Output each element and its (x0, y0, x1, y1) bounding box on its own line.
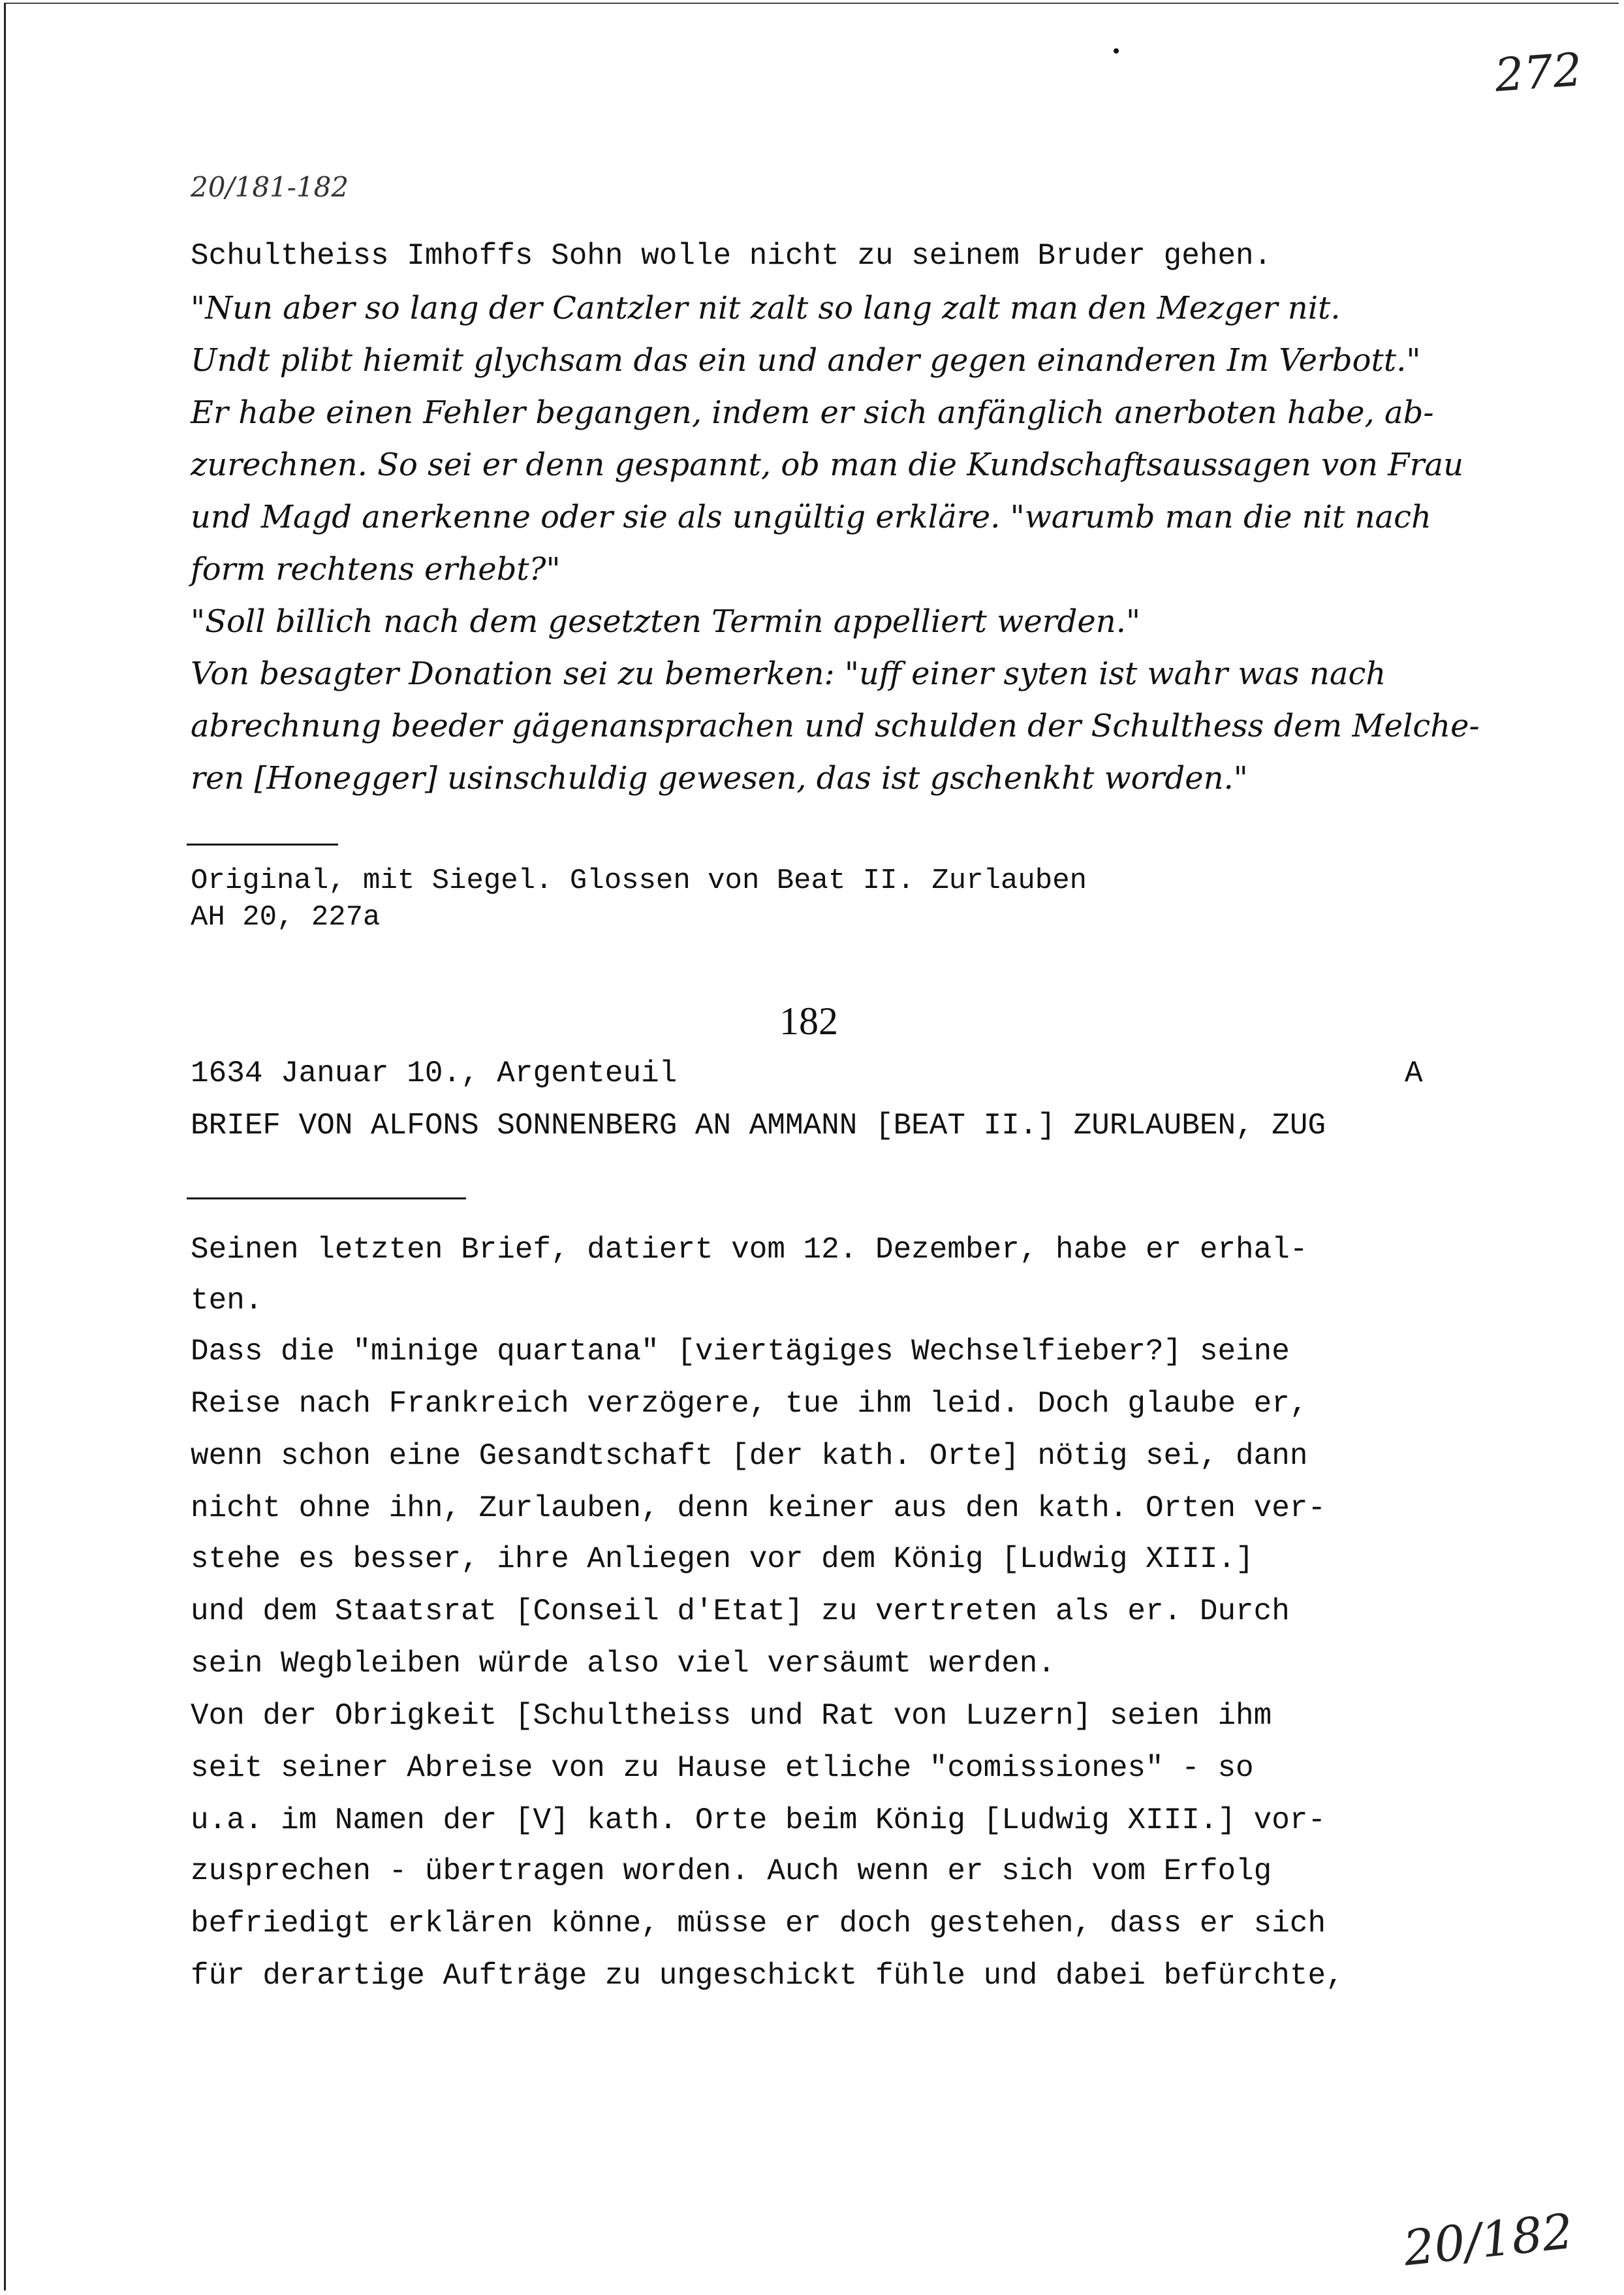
header-reference: 20/181-182 (191, 171, 349, 203)
italic-line: "Nun aber so lang der Cantzler nit zalt so lang zalt man den Mezger nit. (191, 290, 1341, 326)
body-line: sein Wegbleiben würde also viel versäumt werden. (191, 1647, 1056, 1681)
italic-line: Von besagter Donation sei zu bemerken: "uff einer syten ist wahr was nach (191, 656, 1386, 692)
body-line: wenn schon eine Gesandtschaft [der kath. Orte] nötig sei, dann (191, 1439, 1308, 1473)
body-line: und dem Staatsrat [Conseil d'Etat] zu vertreten als er. Durch (191, 1594, 1290, 1628)
body-line: befriedigt erklären könne, müsse er doch gestehen, dass er sich (191, 1907, 1326, 1940)
entry-number: 182 (779, 1000, 838, 1043)
archive-reference: AH 20, 227a (191, 901, 381, 934)
footnote-rule (187, 844, 338, 846)
italic-line: Er habe einen Fehler begangen, indem er sich anfänglich anerboten habe, ab- (191, 394, 1434, 431)
italic-line: und Magd anerkenne oder sie als ungültig erkläre. "warumb man die nit nach (191, 499, 1431, 535)
italic-line: "Soll billich nach dem gesetzten Termin appelliert werden." (191, 603, 1141, 640)
entry-date-place: 1634 Januar 10., Argenteuil (191, 1056, 678, 1090)
summary-line: Schultheiss Imhoffs Sohn wolle nicht zu seinem Bruder gehen. (191, 239, 1272, 273)
body-line: für derartige Aufträge zu ungeschickt fühle und dabei befürchte, (191, 1959, 1344, 1993)
scan-speck (1114, 48, 1119, 54)
body-line: Von der Obrigkeit [Schultheiss und Rat von Luzern] seien ihm (191, 1699, 1272, 1733)
title-rule (187, 1197, 466, 1199)
italic-line: zurechnen. So sei er denn gespannt, ob man die Kundschaftsaussagen von Frau (191, 447, 1464, 483)
source-note: Original, mit Siegel. Glossen von Beat II. Zurlauben (191, 864, 1087, 897)
body-line: zusprechen - übertragen worden. Auch wenn er sich vom Erfolg (191, 1854, 1272, 1888)
body-line: seit seiner Abreise von zu Hause etliche "comissiones" - so (191, 1751, 1254, 1785)
body-line: Seinen letzten Brief, datiert vom 12. Dezember, habe er erhal- (191, 1233, 1308, 1267)
italic-line: Undt plibt hiemit glychsam das ein und ander gegen einanderen Im Verbott." (191, 342, 1421, 379)
italic-line: abrechnung beeder gägenansprachen und schulden der Schulthess dem Melche- (191, 708, 1480, 744)
entry-type-marker: A (1405, 1056, 1423, 1090)
italic-line: ren [Honegger] usinschuldig gewesen, das ist gschenkht worden." (191, 760, 1248, 797)
body-line: ten. (191, 1284, 263, 1318)
entry-title: BRIEF VON ALFONS SONNENBERG AN AMMANN [BEAT II.] ZURLAUBEN, ZUG (191, 1109, 1326, 1143)
body-line: Reise nach Frankreich verzögere, tue ihm leid. Doch glaube er, (191, 1387, 1308, 1421)
body-line: Dass die "minige quartana" [viertägiges Wechselfieber?] seine (191, 1335, 1290, 1369)
italic-line: form rechtens erhebt?" (191, 551, 561, 588)
body-line: stehe es besser, ihre Anliegen vor dem König [Ludwig XIII.] (191, 1542, 1254, 1576)
folio-reference-handwritten: 20/182 (1401, 2203, 1576, 2277)
body-line: nicht ohne ihn, Zurlauben, denn keiner aus den kath. Orten ver- (191, 1491, 1326, 1525)
page-number-handwritten: 272 (1493, 42, 1584, 103)
body-line: u.a. im Namen der [V] kath. Orte beim König [Ludwig XIII.] vor- (191, 1803, 1326, 1837)
